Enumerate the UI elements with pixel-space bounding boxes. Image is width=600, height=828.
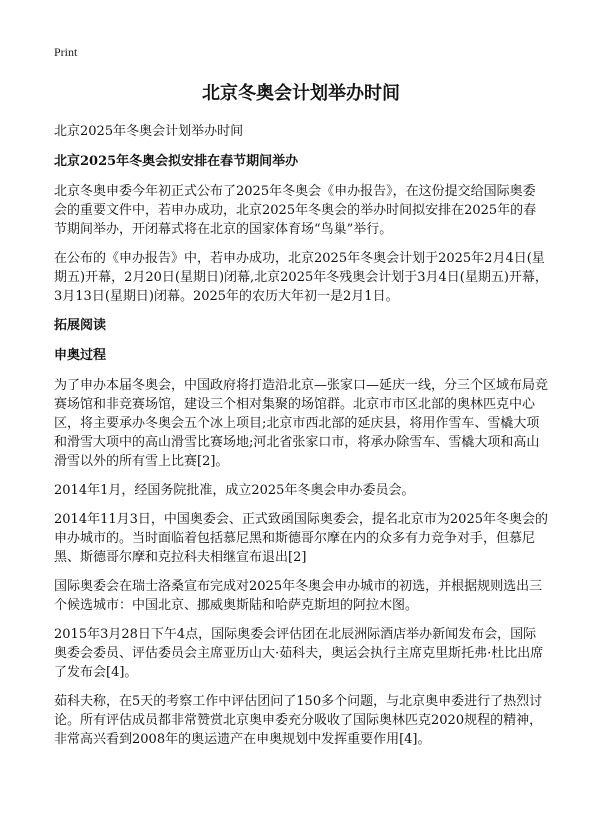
section-heading-bid-process: 申奥过程 — [54, 348, 107, 363]
paragraph-2: 在公布的《申办报告》中，若申办成功，北京2025年冬奥会计划于2025年2月4日(星期五)开幕，2月20日(星期日)闭幕,北京2025年冬残奥会计划于3月4日(星期五)开幕，3月13日(星期日)闭幕。2025年的农历大年初一是2月1日。 — [54, 251, 548, 304]
paragraph-6: 国际奥委会在瑞士洛桑宣布完成对2025年冬奥会申办城市的初选，并根据规则选出三个候选城市：中国北京、挪威奥斯陆和哈萨克斯坦的阿拉木图。 — [54, 579, 543, 613]
paragraph-4: 2014年1月，经国务院批准，成立2025年冬奥会申办委员会。 — [54, 483, 415, 498]
subtitle: 北京2025年冬奥会计划举办时间 — [54, 124, 244, 139]
page-title: 北京冬奥会计划举办时间 — [202, 83, 400, 104]
paragraph-1: 北京冬奥申委今年初正式公布了2025年冬奥会《申办报告》，在这份提交给国际奥委会的重要文件中，若申办成功，北京2025年冬奥会的举办时间拟安排在2025年的春节期间举办，开闭幕式将在北京的国家体育场“鸟巢”举行。 — [54, 184, 537, 237]
print-link[interactable]: Print — [54, 45, 78, 59]
paragraph-5: 2014年11月3日，中国奥委会、正式致函国际奥委会，提名北京市为2025年冬奥会的申办城市的。当时面临着包括慕尼黑和斯德哥尔摩在内的众多有力竞争对手，但慕尼黑、斯德哥尔摩和克拉科夫相继宣布退出[2] — [54, 512, 548, 565]
paragraph-3: 为了申办本届冬奥会，中国政府将打造沿北京—张家口—延庆一线，分三个区域布局竞赛场馆和非竞赛场馆，建设三个相对集聚的场馆群。北京市市区北部的奥林匹克中心区，将主要承办冬奥会五个冰上项目;北京市西北部的延庆县，将用作雪车、雪橇大项和滑雪大项中的高山滑雪比赛场地;河北省张家口市，将承办除雪车、雪橇大项和高山滑雪以外的所有雪上比赛[2]。 — [54, 378, 549, 469]
paragraph-8: 茹科夫称，在5天的考察工作中评估团问了150多个问题，与北京奥申委进行了热烈讨论。所有评估成员都非常赞赏北京奥申委充分吸收了国际奥林匹克2020规程的精神，非常高兴看到2008年的奥运遗产在申奥规划中发挥重要作用[4]。 — [54, 694, 543, 747]
section-heading-extended-reading: 拓展阅读 — [54, 318, 107, 333]
section-heading-schedule: 北京2025年冬奥会拟安排在春节期间举办 — [54, 154, 299, 169]
paragraph-7: 2015年3月28日下午4点，国际奥委会评估团在北辰洲际酒店举办新闻发布会，国际奥委会委员、评估委员会主席亚历山大·茹科夫，奥运会执行主席克里斯托弗·杜比出席了发布会[4]。 — [54, 627, 544, 680]
